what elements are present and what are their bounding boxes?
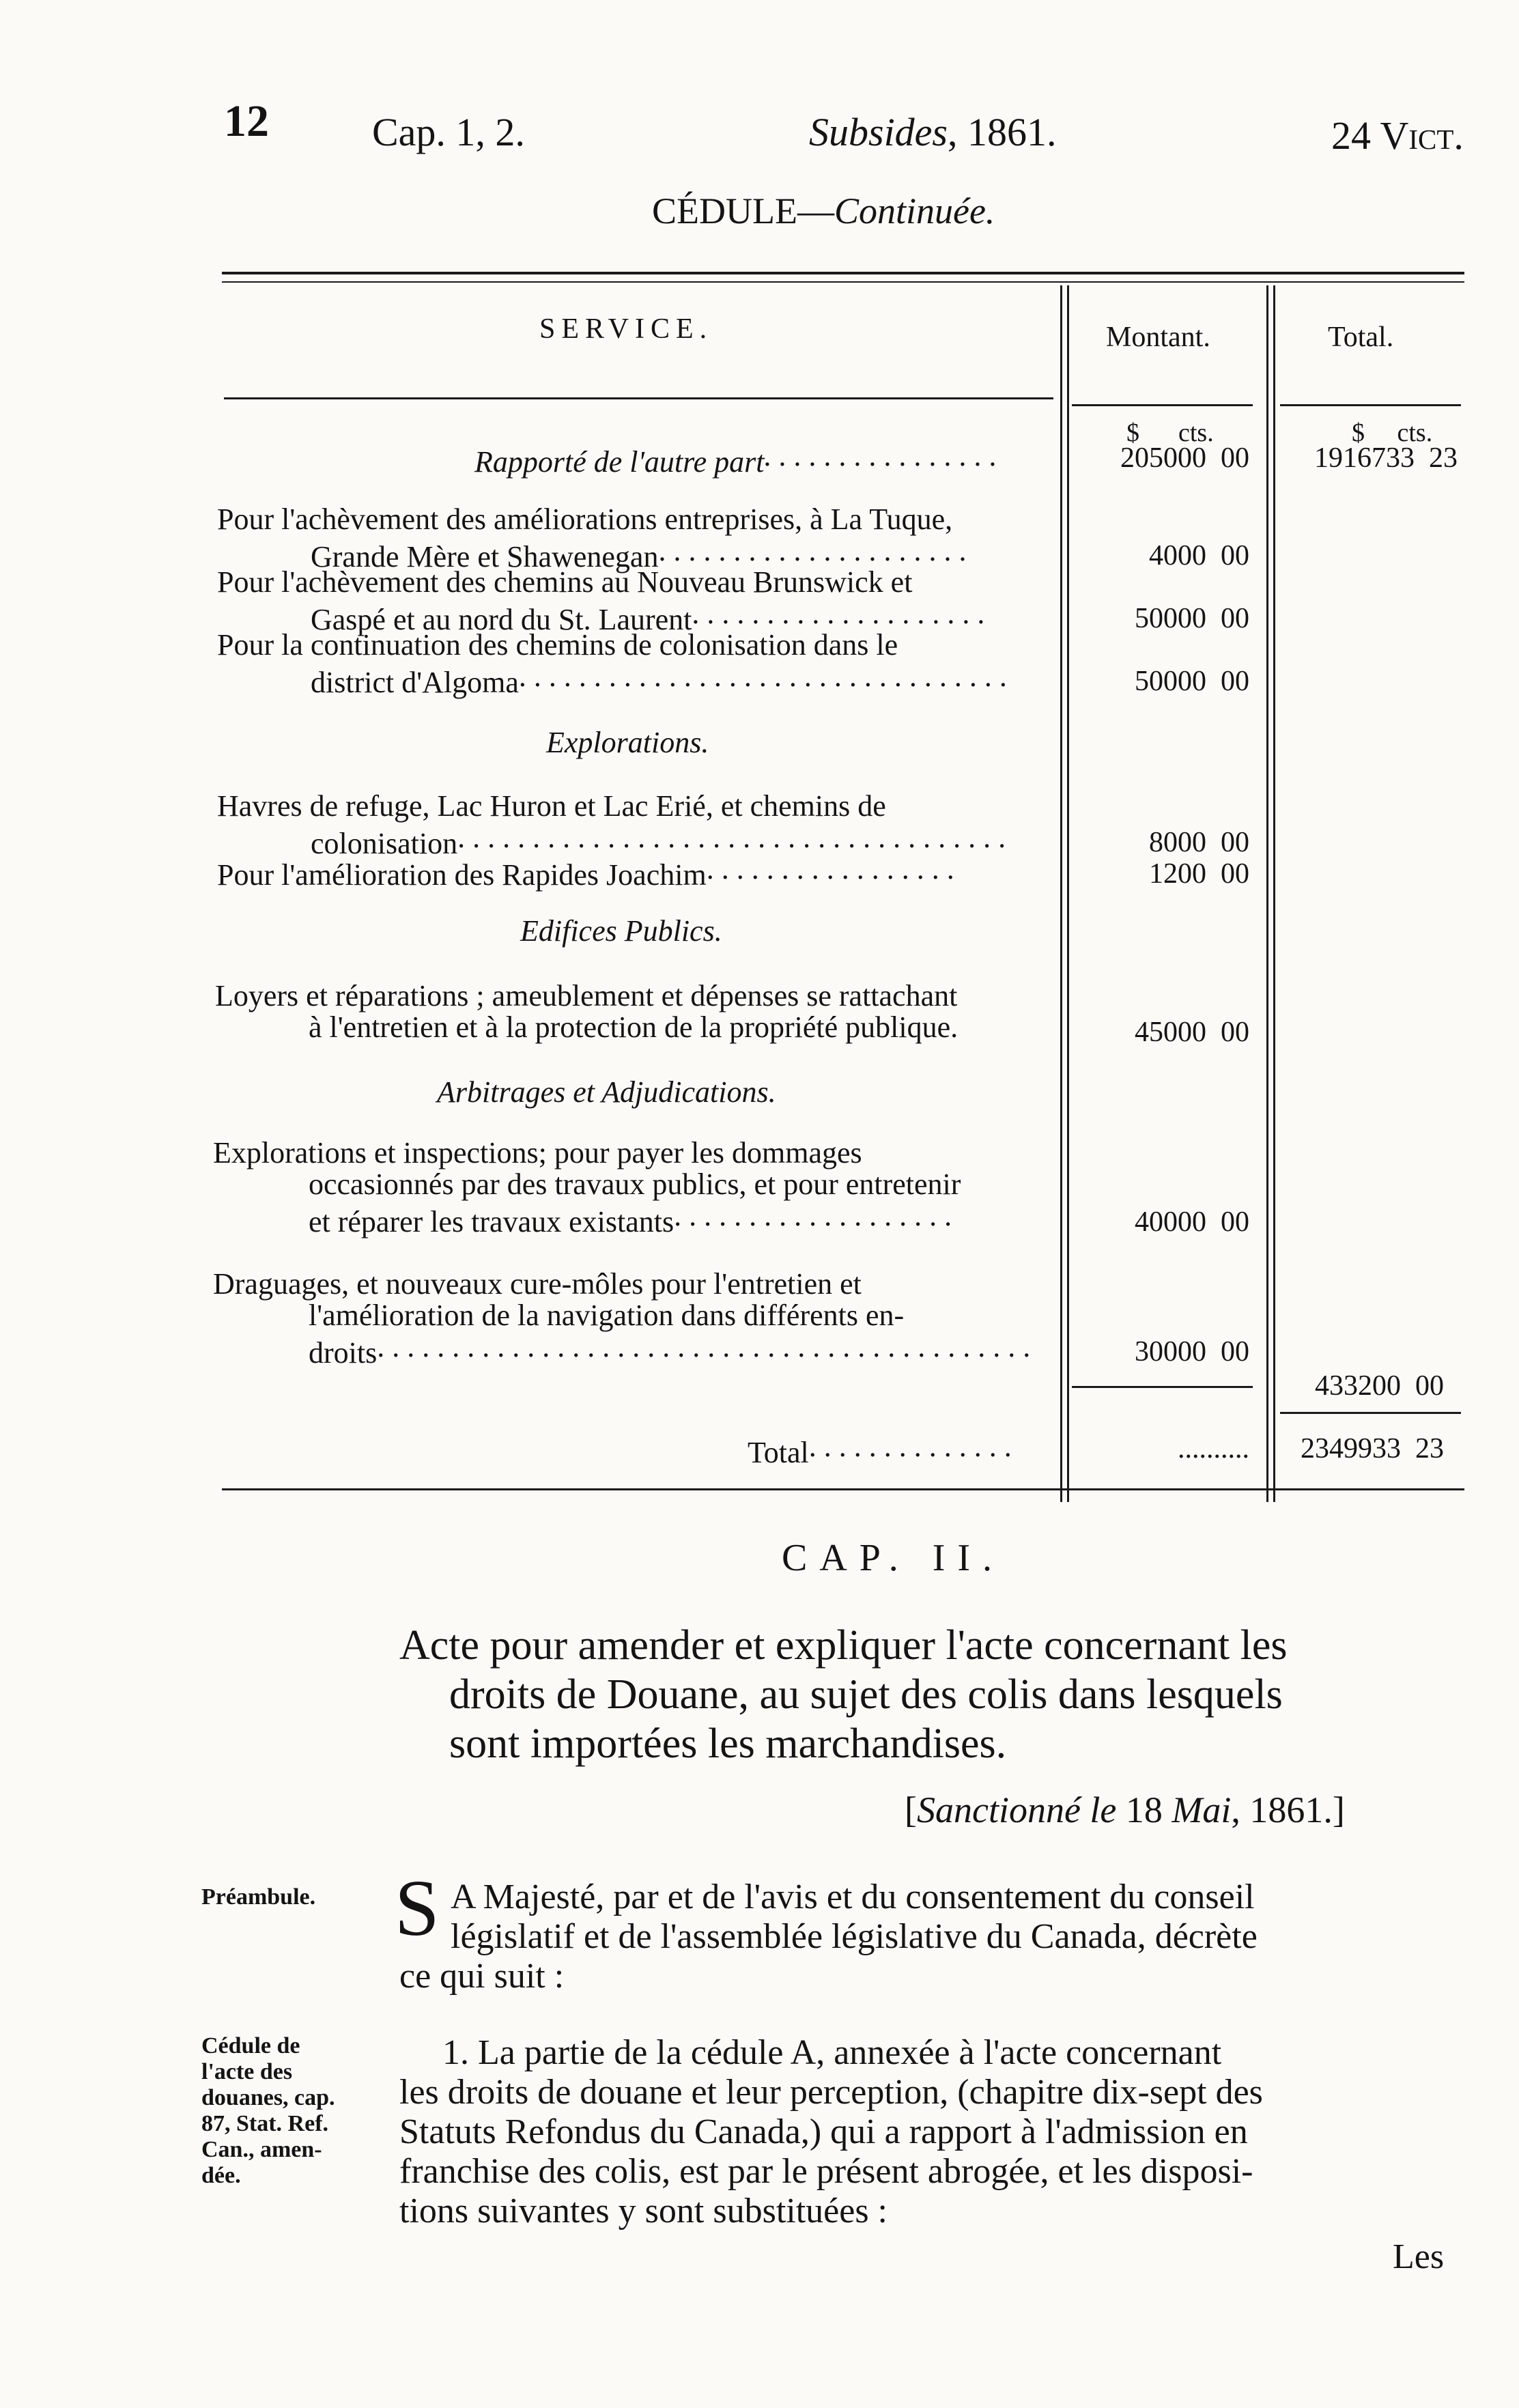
margin-note-section: Cédule de xyxy=(201,2033,300,2058)
column-separator xyxy=(1067,285,1069,1502)
schedule-title-sub: Continuée. xyxy=(834,190,995,231)
row-amount: 50000 00 xyxy=(1135,603,1249,634)
total-amount-blank: .......... xyxy=(1178,1433,1249,1464)
row-amount: 8000 00 xyxy=(1149,827,1249,858)
running-title-year: , 1861. xyxy=(948,110,1057,154)
row-amount: 1200 00 xyxy=(1149,858,1249,890)
catchword: Les xyxy=(1393,2237,1445,2276)
margin-note-section: Can., amen- xyxy=(201,2137,322,2162)
margin-note-section: 87, Stat. Ref. xyxy=(201,2111,329,2136)
act-title-line: sont importées les marchandises. xyxy=(449,1720,1007,1767)
section-heading-edifices: Edifices Publics. xyxy=(520,914,722,948)
table-row: occasionnés par des travaux publics, et pour entretenir xyxy=(309,1167,961,1201)
schedule-title xyxy=(652,190,995,232)
column-header-amount: Montant. xyxy=(1106,322,1210,353)
row-amount: 30000 00 xyxy=(1135,1336,1249,1368)
page-number: 12 xyxy=(224,96,269,146)
table-bottom-rule xyxy=(222,1488,1464,1490)
row-amount: 45000 00 xyxy=(1135,1017,1249,1048)
carried-forward-amount: 205000 00 xyxy=(1120,442,1249,474)
table-row: Pour l'amélioration des Rapides Joachim. . . xyxy=(217,853,1055,891)
table-row: l'amélioration de la navigation dans différents en- xyxy=(309,1299,905,1332)
column-separator xyxy=(1060,285,1062,1502)
margin-note-preamble: Préambule. xyxy=(201,1884,316,1910)
carried-forward-total: 1916733 23 xyxy=(1314,442,1458,474)
section-line: tions suivantes y sont substituées : xyxy=(399,2192,888,2230)
chapter-reference: Cap. 1, 2. xyxy=(372,110,525,154)
act-title-line: droits de Douane, au sujet des colis dans lesquels xyxy=(449,1671,1283,1718)
table-row: Pour l'achèvement des chemins au Nouveau Brunswick et xyxy=(217,565,913,599)
currency-unit-amount: $ cts. xyxy=(1126,419,1214,447)
running-title xyxy=(809,109,1057,155)
section-heading-explorations: Explorations. xyxy=(546,726,709,759)
table-row: Draguages, et nouveaux cure-môles pour l'entretien et xyxy=(213,1267,862,1301)
table-top-rule xyxy=(222,272,1464,274)
table-row: Grande Mère et Shawenegan. . . xyxy=(311,535,1055,573)
total-label: Total. . . xyxy=(748,1431,1055,1469)
column-header-total: Total. xyxy=(1328,322,1394,353)
table-row: Explorations et inspections; pour payer les dommages xyxy=(213,1136,862,1170)
drop-cap: S xyxy=(395,1863,440,1953)
margin-note-section: dée. xyxy=(201,2163,241,2188)
act-title-line: Acte pour amender et expliquer l'acte concernant les xyxy=(399,1622,1288,1669)
column-separator xyxy=(1266,285,1268,1502)
chapter-heading: CAP. II. xyxy=(782,1537,1005,1579)
column-header-service: SERVICE. xyxy=(539,313,713,345)
table-row: Havres de refuge, Lac Huron et Lac Erié, et chemins de xyxy=(217,789,886,823)
table-row: Gaspé et au nord du St. Laurent. . . xyxy=(311,598,1055,636)
grand-total: 2349933 23 xyxy=(1301,1433,1444,1464)
section-line: franchise des colis, est par le présent abrogée, et les disposi- xyxy=(399,2152,1253,2191)
table-top-rule-thin xyxy=(222,281,1464,283)
table-row: et réparer les travaux existants. . . xyxy=(309,1200,1055,1238)
margin-note-section: l'acte des xyxy=(201,2059,293,2084)
regnal-year: 24 Vict. xyxy=(1331,113,1464,158)
table-row: Pour la continuation des chemins de colonisation dans le xyxy=(217,628,898,662)
table-row: droits. . . xyxy=(309,1331,1055,1369)
table-row: district d'Algoma. . . xyxy=(311,661,1055,698)
sanction-date: [Sanctionné le 18 Mai, 1861.] xyxy=(905,1789,1345,1830)
running-title-italic: Subsides xyxy=(809,110,948,154)
section-heading-arbitrages: Arbitrages et Adjudications. xyxy=(437,1075,776,1109)
column-separator xyxy=(1273,285,1275,1502)
row-amount: 50000 00 xyxy=(1135,666,1249,697)
section-line: Statuts Refondus du Canada,) qui a rapport à l'admission en xyxy=(399,2112,1248,2151)
header-rule-amount xyxy=(1072,404,1253,406)
subtotal-value: 433200 00 xyxy=(1315,1370,1444,1402)
table-row: Pour l'achèvement des améliorations entreprises, à La Tuque, xyxy=(217,502,953,536)
section-line: les droits de douane et leur perception, (chapitre dix-sept des xyxy=(399,2073,1263,2112)
section-line: 1. La partie de la cédule A, annexée à l'acte concernant xyxy=(442,2033,1222,2072)
table-row: Loyers et réparations ; ameublement et dépenses se rattachant xyxy=(215,979,958,1012)
row-amount: 40000 00 xyxy=(1135,1206,1249,1238)
preamble-line: législatif et de l'assemblée législative du Canada, décrète xyxy=(451,1917,1258,1956)
table-row: à l'entretien et à la protection de la propriété publique. xyxy=(309,1010,959,1044)
table-row: colonisation. . . xyxy=(311,822,1055,860)
header-rule-service xyxy=(224,397,1053,399)
margin-note-section: douanes, cap. xyxy=(201,2085,335,2110)
header-rule-total xyxy=(1280,404,1461,406)
preamble-line: A Majesté, par et de l'avis et du consentement du conseil xyxy=(451,1878,1255,1916)
carried-forward-label: Rapporté de l'autre part. . . xyxy=(474,440,1055,478)
subtotal-rule xyxy=(1072,1386,1253,1388)
currency-unit-total: $ cts. xyxy=(1352,419,1433,447)
preamble-line: ce qui suit : xyxy=(399,1957,565,1996)
row-amount: 4000 00 xyxy=(1149,540,1249,571)
total-top-rule xyxy=(1280,1412,1461,1414)
schedule-title-main: CÉDULE— xyxy=(652,190,834,231)
